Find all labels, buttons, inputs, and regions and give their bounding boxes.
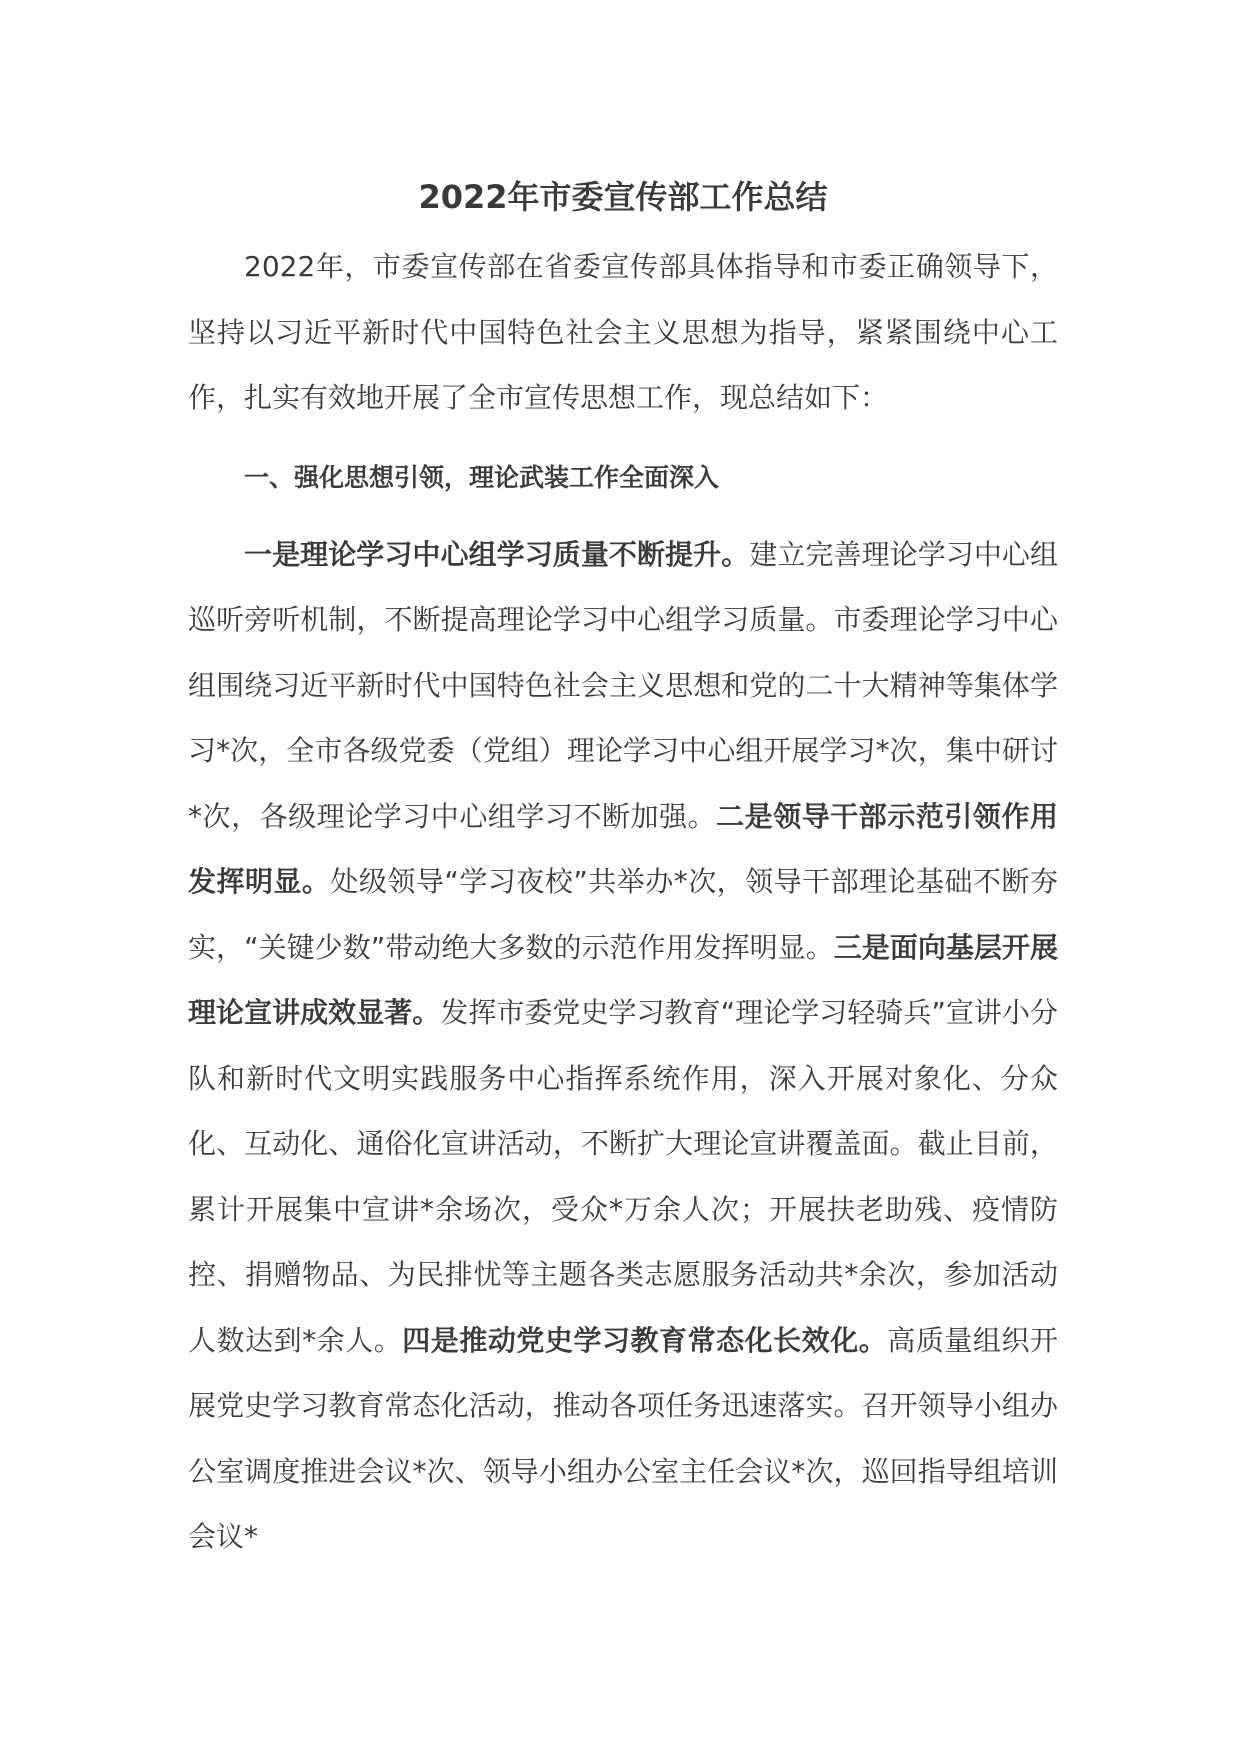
point3-lead: 三是面向基层开展理论宣讲成效显著。 — [188, 930, 1058, 1029]
section-body-paragraph — [188, 522, 1058, 1570]
document-page — [188, 168, 1058, 1570]
point1-lead: 一是理论学习中心组学习质量不断提升。 — [244, 537, 750, 571]
point4-body: 高质量组织开展党史学习教育常态化活动，推动各项任务迅速落实。召开领导小组办公室调度推进会议*次、领导小组办公室主任会议*次，巡回指导组培训会议* — [188, 1323, 1058, 1553]
document-title: 2022年市委宣传部工作总结 — [418, 178, 828, 216]
point2-body: 处级领导“学习夜校”共举办*次，领导干部理论基础不断夯实，“关键少数”带动绝大多数的示范作用发挥明显。 — [188, 865, 1058, 964]
section-heading: 一、强化思想引领，理论武装工作全面深入 — [244, 462, 720, 492]
point2-lead: 二是领导干部示范引领作用发挥明显。 — [188, 799, 1058, 898]
point1-body: 建立完善理论学习中心组巡听旁听机制，不断提高理论学习中心组学习质量。市委理论学习中心组围绕习近平新时代中国特色社会主义思想和党的二十大精神等集体学习*次，全市各级党委（党组）理论学习中心组开展学习*次，集中研讨*次，各级理论学习中心组学习不断加强。 — [188, 537, 1058, 833]
intro-paragraph: 2022年，市委宣传部在省委宣传部具体指导和市委正确领导下，坚持以习近平新时代中国特色社会主义思想为指导，紧紧围绕中心工作，扎实有效地开展了全市宣传思想工作，现总结如下： — [188, 250, 1058, 414]
point4-lead: 四是推动党史学习教育常态化长效化。 — [402, 1323, 888, 1357]
point3-body: 发挥市委党史学习教育“理论学习轻骑兵”宣讲小分队和新时代文明实践服务中心指挥系统作用，深入开展对象化、分众化、互动化、通俗化宣讲活动，不断扩大理论宣讲覆盖面。截止目前，累计开展集中宣讲*余场次，受众*万余人次；开展扶老助残、疫情防控、捐赠物品、为民排忧等主题各类志愿服务活动共*余次，参加活动人数达到*余人。 — [188, 996, 1058, 1357]
